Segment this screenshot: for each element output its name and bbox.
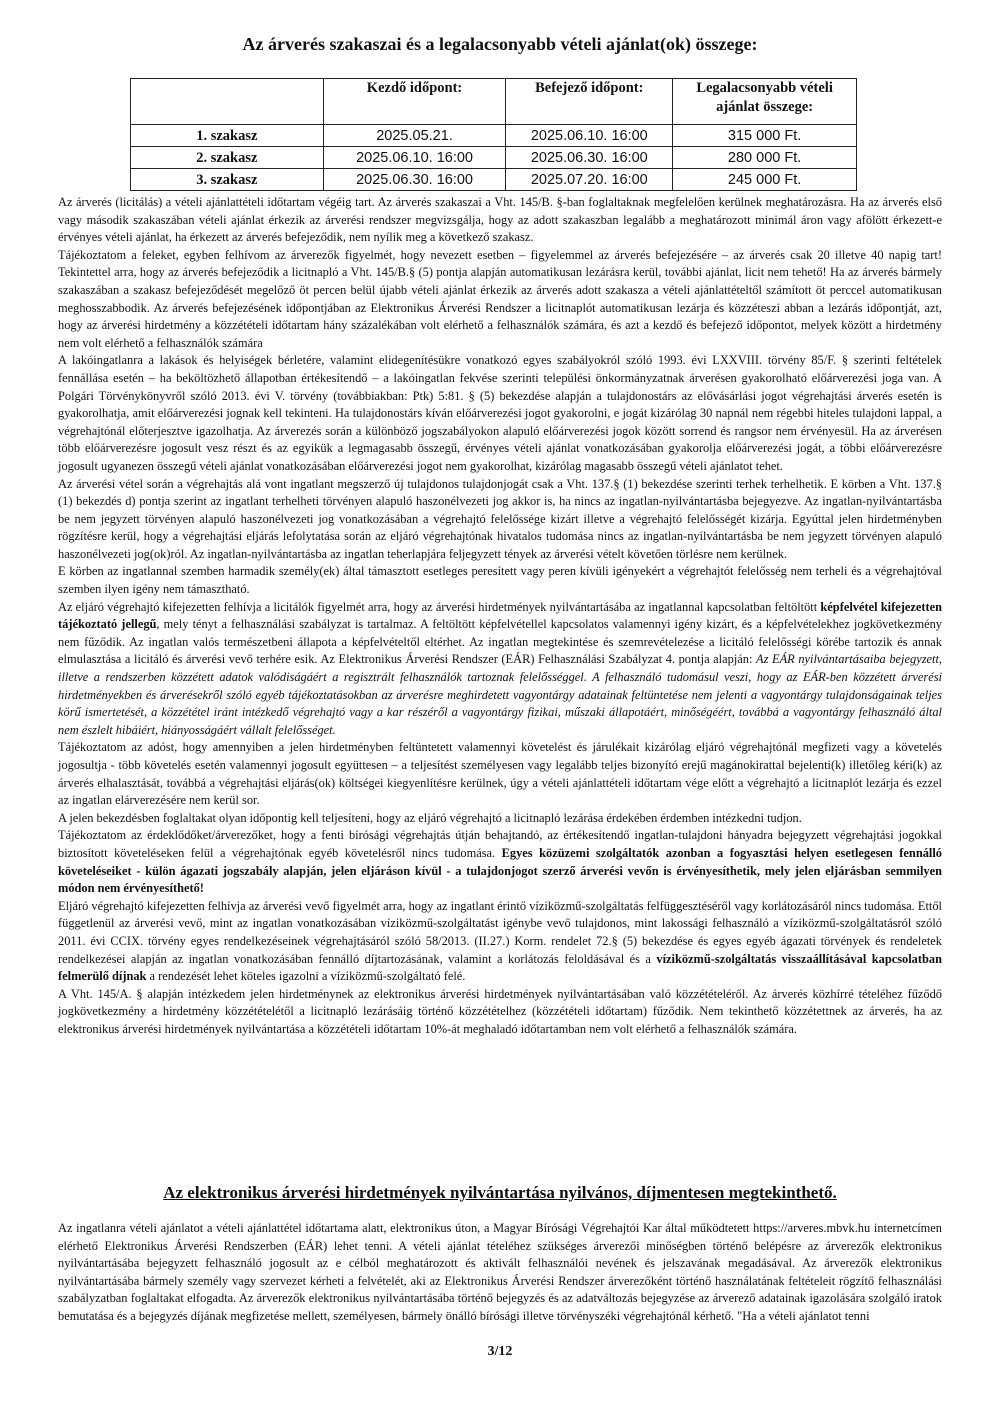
table-header-cell xyxy=(131,79,324,125)
table-row xyxy=(131,125,857,147)
min-bid-cell: 315 000 Ft. xyxy=(673,125,857,147)
text-span: Eljáró végrehajtó kifejezetten felhívja az árverési vevő figyelmét arra, hogy az ingatlant érintő víziközmű-szolgáltatás felfüggesztéséről vagy korlátozásáról nincs tudomása. Ettől függetlenül az árverési vevő, mint az ingatlan vonatkozásában víziközmű-szolgáltatást igénybe vevő tulajdonos, mint lakossági felhasználó a víziközmű-szolgáltatásról szóló 2011. évi CCIX. törvény egyes rendelkezéseinek végrehajtásáról szóló 58/2013. (II.27.) Korm. rendelet 72.§ (5) bekezdése és egyes egyéb ágazati törvények és rendeletek rendelkezései alapján az ingatlan vonatkozásában fennálló díjtartozásának, valamint a korlátozás feloldásával és a xyxy=(58,898,942,966)
table-row xyxy=(131,169,857,191)
paragraph: A lakóingatlanra a lakások és helyiségek bérletére, valamint elidegenítésükre vonatkozó egyes szabályokról szóló 1993. évi LXXVIII. törvény 85/F. § szerinti feltételek fennállása esetén – ha beköltözhető állapotban értékesítendő – a lakóingatlan fekvése szerinti települési önkormányzatnak árverésen gyakorolható előárverezési joga van. A Polgári Törvénykönyvről szóló 2013. évi V. törvény (továbbiakban: Ptk) 5:81. § (5) bekezdése alapján a tulajdonostárs az elővásárlási jogot végrehajtási árverés esetén is gyakorolhatja, amit előárverezési jognak kell tekinteni. Ha tulajdonostárs kíván előárverezési jogot gyakorolni, e jogát kizárólag 30 napnál nem régebbi hiteles tulajdoni lappal, a végrehajtónál előterjesztve igazolhatja. Az árverezés során a különböző jogszabályokon alapuló előárverezési jogok között sorrend és rangsor nem érvényesül. Ha az árverésen több előárverezésre jogosult vesz részt és az egyikük a legmagasabb összegű, érvényes vételi ajánlat vonatkozásában gyakorolja előárverezési jogát, a többi előárverezésre jogosult ugyanezen összegű vételi ajánlat vonatkozásában előárverezési jogot nem gyakorolhat, kizárólag magasabb összegű vételi ajánlatot tehet. xyxy=(58,353,942,473)
table-header-cell: Legalacsonyabb vételi ajánlat összege: xyxy=(673,79,857,125)
start-time-cell: 2025.06.30. 16:00 xyxy=(323,169,506,191)
end-time-cell: 2025.06.30. 16:00 xyxy=(506,147,673,169)
paragraph xyxy=(58,599,942,740)
italic-quote: Az EÁR nyilvántartásaiba bejegyzett, illetve a rendszerben közzétett adatok valódiságáért a regisztrált felhasználók tartoznak felelősséggel. A felhasználó tudomásul veszi, hogy az EÁR-ben közzétett árverési hirdetményekben és árverésekről szóló egyéb tájékoztatásokban az árverésre meghirdetett vagyontárgy adatainak feltüntetése nem jelenti a vagyontárgy tulajdonságainak teljes körű ismertetését, a közzététel iránt intézkedő végrehajtó vagy a kar részéről a vagyontárgy fizikai, műszaki állapotáért, minőségéért, továbbá a vagyontárgy felhasználó által nem észlelt hibáiért, hiányosságáért vállalt felelősséget. xyxy=(58,652,942,737)
body-text-2 xyxy=(58,1220,942,1326)
end-time-cell: 2025.07.20. 16:00 xyxy=(506,169,673,191)
text-span: a rendezését lehet köteles igazolni a víziközmű-szolgáltató felé. xyxy=(146,969,466,984)
min-bid-cell: 280 000 Ft. xyxy=(673,147,857,169)
bold-text: képfelvétel kifejezetten tájékoztató jellegű xyxy=(58,599,942,632)
paragraph xyxy=(58,827,942,897)
paragraph: Tájékoztatom az adóst, hogy amennyiben a jelen hirdetményben feltüntetett valamennyi követelést és járulékait kizárólag eljáró végrehajtónál megfizeti vagy a követelés jogosultja - több követelés esetén valamennyi jogosult együttesen – a teljesítést személyesen vagy legalább teljes bizonyító erejű magánokirattal bejelenti(k) illetőleg kéri(k) az árverés elhalasztását, továbbá a végrehajtási eljárás(ok) költségei kiegyenlítésre kerülnek, úgy a vételi ajánlattételi időtartam vége előtt a végrehajtó a licitnaplót lezárja és ezzel az ingatlan elárverezésére nem kerül sor. xyxy=(58,740,942,808)
bold-text: Egyes közüzemi szolgáltatók azonban a fogyasztási helyen esetlegesen fennálló követeléseiket - külön ágazati jogszabály alapján, jelen eljáráson kívül - a tulajdonjogot szerző árverési vevőn is érvényesíthetik, mely jelen eljárásban semmilyen módon nem érvényesíthető! xyxy=(58,845,942,896)
paragraph: A Vht. 145/A. § alapján intézkedem jelen hirdetménynek az elektronikus árverési hirdetmények nyilvántartásában való közzétételéről. Az árverés közhírré tételéhez fűződő jogkövetkezmény a hirdetmény közzétételétől a licitnapló lezárásáig történő közzétételhez (közzétételi időtartam) fűződik. Nem tekinthető közzétettnek az árverés, ha az elektronikus árverési hirdetmények nyilvántartása a közzétételi időtartam 10%-át meghaladó időtartamban nem volt elérhető a felhasználók számára. xyxy=(58,986,942,1036)
stage-label: 2. szakasz xyxy=(131,147,324,169)
page-number: 3/12 xyxy=(487,1344,513,1359)
text-span: , mely tényt a felhasználási szabályzat is tartalmaz. A feltöltött képfelvétellel kapcsolatos valamennyi igény kizárt, és a képfelvételekhez jogkövetkezmény nem fűződik. Az ingatlan valós természetbeni állapota a képfelvételtől eltérhet. Az ingatlan megtekintése és szemrevételezése a licitáló felelősségi körébe tartozik és annak elmulasztása a licitáló és árverési vevő terhére esik. Az Elektronikus Árverési Rendszer (EÁR) Felhasználási Szabályzat 4. pontja alapján: xyxy=(58,617,943,667)
paragraph: A jelen bekezdésben foglaltakat olyan időpontig kell teljesíteni, hogy az eljáró végrehajtó a licitnapló lezárása érdekében érdemben intézkedni tudjon. xyxy=(58,810,802,825)
paragraph: Az ingatlanra vételi ajánlatot a vételi ajánlattétel időtartama alatt, elektronikus úton, a Magyar Bírósági Végrehajtói Kar által működtetett https://arveres.mbvk.hu internetcímen elérhető Elektronikus Árverési Rendszerben (EÁR) lehet tenni. A vételi ajánlat tételéhez szükséges árverezői minőségben történő belépésre az árverezők elektronikus nyilvántartásába bejegyzett felhasználó jogosult az e célból meghatározott és aktivált felhasználói nevének és jelszavának megadásával. Az árverezők elektronikus nyilvántartásába bármely személy vagy szervezet kérheti a felvételét, aki az Elektronikus Árverési Rendszer árverezőként történő használatának feltételeit rögzítő felhasználási szabályzatban foglaltakat elfogadta. Az árverezők elektronikus nyilvántartásába történő bejegyzés és az adatváltozás bejegyzése az árverező adatainak igazolására szolgáló iratok bemutatása és a bejegyzés díjának megfizetése mellett, személyesen, bármely önálló bírósági illetve törvényszéki végrehajtónál kérhető. "Ha a vételi ajánlatot tenni xyxy=(58,1221,942,1323)
paragraph: E körben az ingatlannal szemben harmadik személy(ek) által támasztott esetleges peresített vagy peren kívüli igényekért a végrehajtót felelősség nem terheli és a végrehajtóval szemben ilyen igény nem támasztható. xyxy=(58,564,942,597)
table-row xyxy=(131,147,857,169)
table-header-cell: Befejező időpont: xyxy=(506,79,673,125)
auction-stages-table xyxy=(130,78,857,191)
stage-label: 1. szakasz xyxy=(131,125,324,147)
paragraph: Az árverési vétel során a végrehajtás alá vont ingatlant megszerző új tulajdonos tulajdonjogát csak a Vht. 137.§ (1) bekezdése szerinti terhek terhelhetik. E körben a Vht. 137.§ (1) bekezdés d) pontja szerint az ingatlant terhelheti törvényen alapuló haszonélvezeti jog akkor is, ha nincs az ingatlan-nyilvántartásba bejegyezve. Az ingatlan-nyilvántartásba be nem jegyzett törvényen alapuló haszonélvezeti jog vonatkozásában a végrehajtó felelőssége kizárt illetve a végrehajtó felelősségét kizárja. Egyúttal jelen hirdetményben rögzítésre kerül, hogy a végrehajtási eljárás lefolytatása során az eljáró végrehajtónak hivatalos tudomása nincs az ingatlan-nyilvántartásba be nem jegyzett törvényen alapuló haszonélvezeti jog(ok)ról. Az ingatlan-nyilvántartásba az ingatlan teherlapjára feljegyzett tények az árverési vételt követően törlésre nem kerülnek. xyxy=(58,476,942,561)
start-time-cell: 2025.05.21. xyxy=(323,125,506,147)
min-bid-cell: 245 000 Ft. xyxy=(673,169,857,191)
text-span: Az eljáró végrehajtó kifejezetten felhívja a licitálók figyelmét arra, hogy az árverési hirdetmények nyilvántartásába az ingatlannal kapcsolatban feltöltött xyxy=(58,599,821,614)
page-title: Az árverés szakaszai és a legalacsonyabb vételi ajánlat(ok) összege: xyxy=(242,34,758,54)
section-subtitle: Az elektronikus árverési hirdetmények nyilvántartása nyilvános, díjmentesen megtekinthető. xyxy=(163,1183,837,1202)
body-text xyxy=(58,194,942,1039)
start-time-cell: 2025.06.10. 16:00 xyxy=(323,147,506,169)
bold-text: víziközmű-szolgáltatás visszaállításával kapcsolatban felmerülő díjnak xyxy=(58,951,942,984)
end-time-cell: 2025.06.10. 16:00 xyxy=(506,125,673,147)
paragraph: Tájékoztatom a feleket, egyben felhívom az árverezők figyelmét, hogy nevezett esetben – figyelemmel az árverés befejezésére – az árverés csak 20 illetve 40 napig tart! Tekintettel arra, hogy az árverés befejeződik a licitnapló a Vht. 145/B.§ (5) pontja alapján automatikusan lezárásra kerül, további ajánlat, licit nem tehető! Ha az árverés bármely szakaszában a szakasz befejeződését megelőző öt percen belül újabb vételi ajánlat érkezik az árverés adott szakasza a vételi ajánlattételtől számított öt perccel automatikusan meghosszabbodik. Az árverés befejezésének időpontjában az Elektronikus Árverési Rendszer a licitnaplót automatikusan lezárja és közzéteszi abban a lezárás időpontját, azt, hogy az árverési hirdetmény a közzétételi időtartam hány százalékában volt elérhető a felhasználók számára, és azt a kezdő és befejező időpontot, melyek között a hirdetmény nem volt elérhető a felhasználók számára xyxy=(58,247,942,350)
paragraph: Az árverés (licitálás) a vételi ajánlattételi időtartam végéig tart. Az árverés szakaszai a Vht. 145/B. §-ban foglaltaknak megfelelően kerülnek meghatározásra. Ha az árverés első vagy második szakaszában vételi ajánlat érkezik az árverési rendszer megvizsgálja, hogy az adott szakaszban legalább a meghatározott minimál áron vagy afölött érkezett-e érvényes vételi ajánlat, ha érkezett az árverés befejeződik, nem nyílik meg a következő szakasz. xyxy=(58,195,942,245)
paragraph xyxy=(58,898,942,986)
text-span: Tájékoztatom az érdeklődőket/árverezőket, hogy a fenti bírósági végrehajtás útján behajtandó, az értékesítendő ingatlan-tulajdoni hányadra bejegyzett végrehajtási jogokkal biztosított követeléseken felül a végrehajtónak egyéb követelésről nincs tudomása. xyxy=(58,828,942,860)
table-header-cell: Kezdő időpont: xyxy=(323,79,506,125)
stage-label: 3. szakasz xyxy=(131,169,324,191)
table-header-row xyxy=(131,79,857,125)
